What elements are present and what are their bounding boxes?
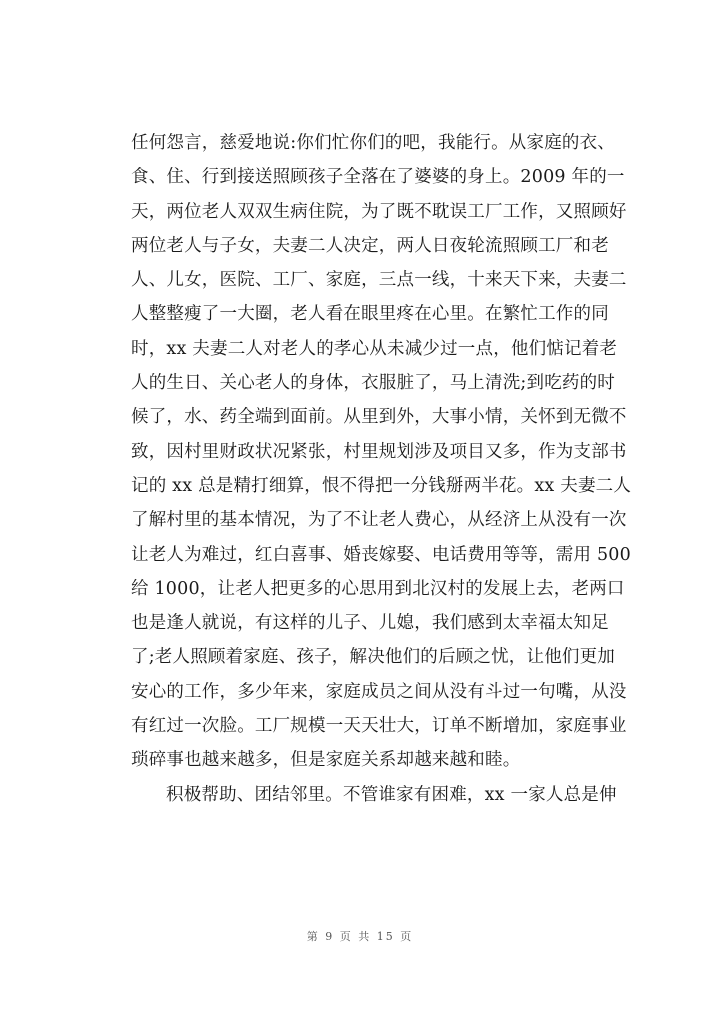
- text-line: 候了，水、药全端到面前。从里到外，大事小情，关怀到无微不: [131, 407, 627, 428]
- page-number-footer: 第 9 页 共 15 页: [306, 930, 414, 943]
- text-line: 安心的工作，多少年来，家庭成员之间从没有斗过一句嘴，从没: [131, 681, 627, 702]
- text-line: 两位老人与子女，夫妻二人决定，两人日夜轮流照顾工厂和老: [131, 235, 609, 256]
- text-line: 给 1000，让老人把更多的心思用到北汉村的发展上去，老两口: [131, 578, 625, 599]
- text-line: 琐碎事也越来越多，但是家庭关系却越来越和睦。: [131, 750, 521, 771]
- text-line: 记的 xx 总是精打细算，恨不得把一分钱掰两半花。xx 夫妻二人: [131, 475, 632, 496]
- text-line: 食、住、行到接送照顾孩子全落在了婆婆的身上。2009 年的一: [131, 167, 625, 188]
- text-line: 致，因村里财政状况紧张，村里规划涉及项目又多，作为支部书: [131, 441, 627, 462]
- text-line: 任何怨言，慈爱地说:你们忙你们的吧，我能行。从家庭的衣、: [131, 133, 615, 153]
- text-line: 时，xx 夫妻二人对老人的孝心从未减少过一点，他们惦记着老: [131, 338, 618, 359]
- text-line: 有红过一次脸。工厂规模一天天壮大，订单不断增加，家庭事业: [131, 716, 627, 737]
- text-line: 了;老人照顾着家庭、孩子，解决他们的后顾之忧，让他们更加: [131, 647, 615, 668]
- body-text: [131, 126, 632, 812]
- text-line: 也是逢人就说，有这样的儿子、儿媳，我们感到太幸福太知足: [131, 613, 609, 634]
- text-line-paragraph-start: 积极帮助、团结邻里。不管谁家有困难，xx 一家人总是伸: [166, 784, 617, 805]
- text-line: 了解村里的基本情况，为了不让老人费心，从经济上从没有一次: [131, 510, 627, 531]
- text-line: 让老人为难过，红白喜事、婚丧嫁娶、电话费用等等，需用 500: [131, 544, 631, 565]
- text-line: 天，两位老人双双生病住院，为了既不耽误工厂工作，又照顾好: [131, 201, 627, 222]
- text-line: 人整整瘦了一大圈，老人看在眼里疼在心里。在繁忙工作的同: [131, 304, 609, 325]
- text-line: 人、儿女，医院、工厂、家庭，三点一线，十来天下来，夫妻二: [131, 270, 627, 291]
- text-line: 人的生日、关心老人的身体，衣服脏了，马上清洗;到吃药的时: [131, 373, 615, 394]
